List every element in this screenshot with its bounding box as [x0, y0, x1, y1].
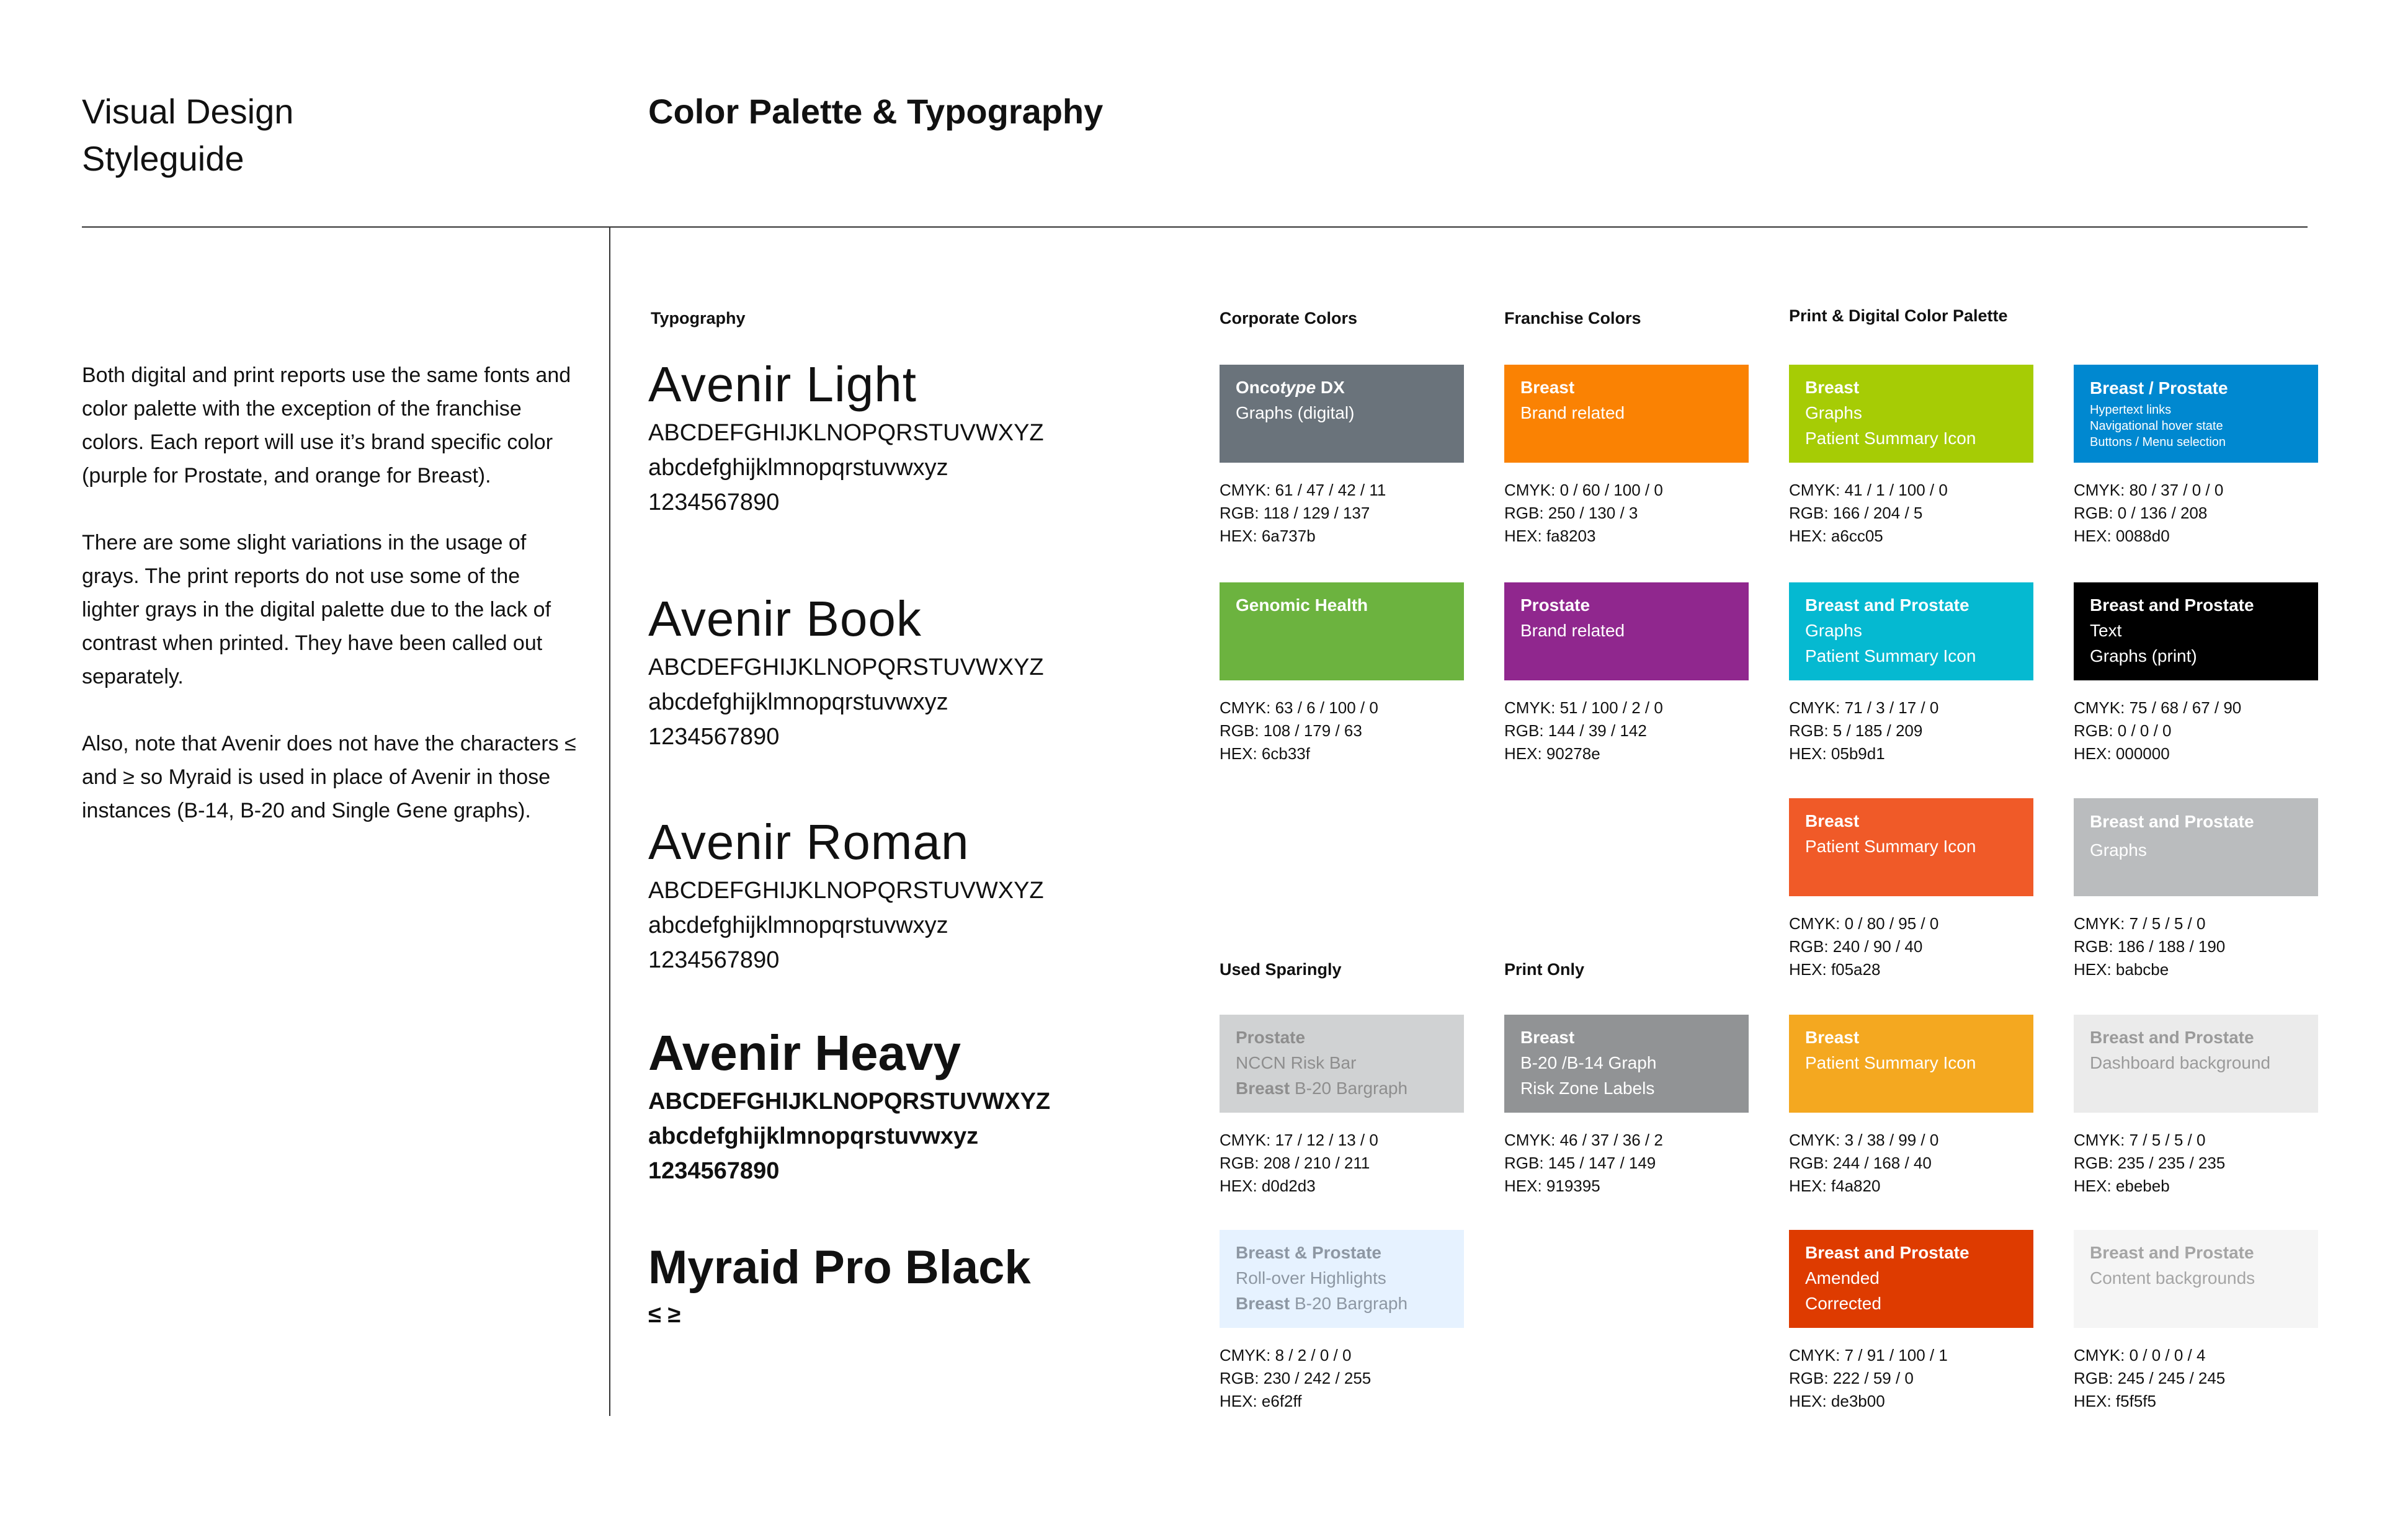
- specs-bp-content-bg: [2074, 1344, 2318, 1413]
- swatch-title: Genomic Health: [1236, 595, 1368, 615]
- hex-value: HEX: 919395: [1504, 1177, 1600, 1195]
- swatch-usage: Patient Summary Icon: [1805, 429, 1976, 448]
- font-uppercase: ABCDEFGHIJKLNOPQRSTUVWXYZ: [648, 1088, 1051, 1115]
- cmyk-value: CMYK: 46 / 37 / 36 / 2: [1504, 1131, 1663, 1149]
- page-title: Color Palette & Typography: [648, 92, 1104, 131]
- swatch-breast-icon-red: [1789, 798, 2033, 896]
- specs-bp-graphs-gray: [2074, 912, 2318, 981]
- rgb-value: RGB: 0 / 136 / 208: [2074, 504, 2208, 522]
- rgb-value: RGB: 245 / 245 / 245: [2074, 1369, 2226, 1387]
- specs-bp-text-black: [2074, 697, 2318, 765]
- column-divider: [609, 227, 610, 1416]
- swatch-usage: Graphs (print): [2090, 646, 2197, 665]
- hex-value: HEX: 6a737b: [1220, 527, 1316, 545]
- specs-breast-print-gray: [1504, 1129, 1749, 1198]
- cmyk-value: CMYK: 0 / 80 / 95 / 0: [1789, 914, 1939, 933]
- swatch-title: Breast and Prostate: [1805, 595, 1969, 615]
- palette-label: Print & Digital Color Palette: [1789, 306, 2008, 325]
- swatch-genomic-health: [1220, 582, 1464, 680]
- font-lowercase: abcdefghijklmnopqrstuvwxyz: [648, 689, 948, 715]
- font-name: Avenir Roman: [648, 814, 970, 870]
- corporate-colors-label: Corporate Colors: [1220, 309, 1358, 327]
- swatch-usage: Corrected: [1805, 1294, 1881, 1313]
- specs-bp-amended: [1789, 1344, 2033, 1413]
- rgb-value: RGB: 250 / 130 / 3: [1504, 504, 1638, 522]
- swatch-prostate-brand: [1504, 582, 1749, 680]
- font-symbols: ≤ ≥: [648, 1302, 681, 1328]
- cmyk-value: CMYK: 75 / 68 / 67 / 90: [2074, 698, 2242, 717]
- header-divider: [82, 226, 2308, 228]
- swatch-bp-graphs-gray: [2074, 798, 2318, 896]
- rgb-value: RGB: 208 / 210 / 211: [1220, 1154, 1370, 1172]
- swatch-usage: Breast B-20 Bargraph: [1236, 1294, 1408, 1313]
- swatch-bp-dashboard-bg: [2074, 1015, 2318, 1113]
- swatch-title: Breast: [1805, 811, 1860, 830]
- font-digits: 1234567890: [648, 1158, 780, 1184]
- swatch-usage: Roll-over Highlights: [1236, 1268, 1386, 1288]
- swatch-usage: Brand related: [1520, 621, 1625, 640]
- intro-paragraph-1: Both digital and print reports use the same fonts and color palette with the exception of the franchise colors. Each report will use it’s brand specific color (purple for Prostate, and orange for Breast).: [82, 363, 571, 487]
- swatch-title: Breast and Prostate: [2090, 812, 2254, 831]
- rgb-value: RGB: 186 / 188 / 190: [2074, 937, 2226, 956]
- swatch-usage: Hypertext links: [2090, 403, 2172, 417]
- hex-value: HEX: fa8203: [1504, 527, 1596, 545]
- rgb-value: RGB: 108 / 179 / 63: [1220, 721, 1362, 740]
- swatch-title: Prostate: [1236, 1028, 1306, 1047]
- rgb-value: RGB: 230 / 242 / 255: [1220, 1369, 1372, 1387]
- font-digits: 1234567890: [648, 724, 780, 750]
- swatch-title: Breast and Prostate: [2090, 1028, 2254, 1047]
- swatch-usage: Graphs: [2090, 840, 2147, 860]
- cmyk-value: CMYK: 17 / 12 / 13 / 0: [1220, 1131, 1378, 1149]
- hex-value: HEX: 05b9d1: [1789, 744, 1885, 763]
- swatch-title: Breast: [1805, 1028, 1860, 1047]
- specs-rollover-highlights: [1220, 1344, 1464, 1413]
- franchise-colors-label: Franchise Colors: [1504, 309, 1641, 327]
- specs-oncotype-dx: [1220, 479, 1464, 548]
- swatch-title: Breast and Prostate: [1805, 1243, 1969, 1262]
- swatch-usage: Patient Summary Icon: [1805, 646, 1976, 665]
- swatch-breast-brand: [1504, 365, 1749, 463]
- rgb-value: RGB: 222 / 59 / 0: [1789, 1369, 1914, 1387]
- intro-paragraph-2: There are some slight variations in the usage of grays. The print reports do not use some of the lighter grays in the digital palette due to the lack of contrast when printed. They have been called out separately.: [82, 531, 551, 688]
- font-lowercase: abcdefghijklmnopqrstuvwxyz: [648, 1123, 979, 1149]
- font-lowercase: abcdefghijklmnopqrstuvwxyz: [648, 912, 948, 938]
- hex-value: HEX: babcbe: [2074, 960, 2169, 979]
- rgb-value: RGB: 144 / 39 / 142: [1504, 721, 1647, 740]
- doc-title-line1: Visual Design: [82, 92, 294, 131]
- print-only-label: Print Only: [1504, 960, 1585, 979]
- swatch-usage: Text: [2090, 621, 2122, 640]
- rgb-value: RGB: 145 / 147 / 149: [1504, 1154, 1656, 1172]
- rgb-value: RGB: 0 / 0 / 0: [2074, 721, 2172, 740]
- specs-bp-dashboard-bg: [2074, 1129, 2318, 1198]
- swatch-bp-links-blue: [2074, 365, 2318, 463]
- swatch-title: Breast / Prostate: [2090, 378, 2228, 398]
- cmyk-value: CMYK: 80 / 37 / 0 / 0: [2074, 481, 2224, 499]
- specs-breast-graphs-green: [1789, 479, 2033, 548]
- swatch-usage: Amended: [1805, 1268, 1880, 1288]
- cmyk-value: CMYK: 3 / 38 / 99 / 0: [1789, 1131, 1939, 1149]
- swatch-breast-graphs-green: [1789, 365, 2033, 463]
- font-specimen-avenir-light: [648, 354, 1207, 520]
- swatch-usage: Navigational hover state: [2090, 419, 2223, 433]
- hex-value: HEX: e6f2ff: [1220, 1392, 1302, 1410]
- swatch-usage: Risk Zone Labels: [1520, 1079, 1655, 1098]
- specs-bp-links-blue: [2074, 479, 2318, 548]
- hex-value: HEX: f5f5f5: [2074, 1392, 2156, 1410]
- font-specimen-avenir-heavy: [648, 1022, 1207, 1188]
- swatch-usage: Breast B-20 Bargraph: [1236, 1079, 1408, 1098]
- used-sparingly-label: Used Sparingly: [1220, 960, 1342, 979]
- cmyk-value: CMYK: 7 / 5 / 5 / 0: [2074, 914, 2206, 933]
- swatch-title: Breast: [1520, 1028, 1575, 1047]
- cmyk-value: CMYK: 8 / 2 / 0 / 0: [1220, 1346, 1352, 1364]
- swatch-usage: Graphs: [1805, 403, 1862, 422]
- swatch-usage: Brand related: [1520, 403, 1625, 422]
- rgb-value: RGB: 166 / 204 / 5: [1789, 504, 1923, 522]
- swatch-usage: Buttons / Menu selection: [2090, 435, 2226, 449]
- swatch-breast-print-gray: [1504, 1015, 1749, 1113]
- font-uppercase: ABCDEFGHIJKLNOPQRSTUVWXYZ: [648, 878, 1044, 904]
- hex-value: HEX: d0d2d3: [1220, 1177, 1316, 1195]
- doc-title: [82, 88, 293, 182]
- swatch-rollover-highlights: [1220, 1230, 1464, 1328]
- swatch-usage: Patient Summary Icon: [1805, 1053, 1976, 1072]
- hex-value: HEX: ebebeb: [2074, 1177, 2170, 1195]
- hex-value: HEX: 90278e: [1504, 744, 1600, 763]
- swatch-bp-content-bg: [2074, 1230, 2318, 1328]
- specs-prostate-brand: [1504, 697, 1749, 765]
- specs-prostate-nccn: [1220, 1129, 1464, 1198]
- font-name: Avenir Book: [648, 591, 922, 646]
- rgb-value: RGB: 244 / 168 / 40: [1789, 1154, 1932, 1172]
- swatch-title: Breast and Prostate: [2090, 1243, 2254, 1262]
- swatch-title: Oncotype DX: [1236, 378, 1345, 397]
- rgb-value: RGB: 5 / 185 / 209: [1789, 721, 1923, 740]
- swatch-title: Prostate: [1520, 595, 1590, 615]
- font-uppercase: ABCDEFGHIJKLNOPQRSTUVWXYZ: [648, 654, 1044, 680]
- swatch-title: Breast: [1520, 378, 1575, 397]
- font-specimen-myraid-pro-black: [648, 1238, 1207, 1332]
- hex-value: HEX: f05a28: [1789, 960, 1881, 979]
- specs-breast-icon-red: [1789, 912, 2033, 981]
- rgb-value: RGB: 118 / 129 / 137: [1220, 504, 1370, 522]
- font-name: Myraid Pro Black: [648, 1241, 1031, 1294]
- cmyk-value: CMYK: 7 / 5 / 5 / 0: [2074, 1131, 2206, 1149]
- swatch-bp-amended: [1789, 1230, 2033, 1328]
- font-digits: 1234567890: [648, 947, 780, 973]
- specs-breast-icon-yellow: [1789, 1129, 2033, 1198]
- swatch-usage: NCCN Risk Bar: [1236, 1053, 1357, 1072]
- specs-breast-brand: [1504, 479, 1749, 548]
- font-name: Avenir Heavy: [648, 1025, 961, 1080]
- rgb-value: RGB: 240 / 90 / 40: [1789, 937, 1923, 956]
- font-lowercase: abcdefghijklmnopqrstuvwxyz: [648, 455, 948, 481]
- typography-label: Typography: [651, 309, 746, 327]
- cmyk-value: CMYK: 41 / 1 / 100 / 0: [1789, 481, 1948, 499]
- intro-paragraph-3: Also, note that Avenir does not have the characters ≤ and ≥ so Myraid is used in place of Avenir in those instances (B-14, B-20 and Single Gene graphs).: [82, 732, 576, 822]
- swatch-usage: Patient Summary Icon: [1805, 837, 1976, 856]
- swatch-title: Breast: [1805, 378, 1860, 397]
- cmyk-value: CMYK: 71 / 3 / 17 / 0: [1789, 698, 1939, 717]
- doc-title-line2: Styleguide: [82, 139, 244, 178]
- cmyk-value: CMYK: 63 / 6 / 100 / 0: [1220, 698, 1378, 717]
- cmyk-value: CMYK: 61 / 47 / 42 / 11: [1220, 481, 1386, 499]
- cmyk-value: CMYK: 0 / 0 / 0 / 4: [2074, 1346, 2206, 1364]
- cmyk-value: CMYK: 0 / 60 / 100 / 0: [1504, 481, 1663, 499]
- hex-value: HEX: f4a820: [1789, 1177, 1881, 1195]
- swatch-usage: Graphs (digital): [1236, 403, 1355, 422]
- swatch-usage: Graphs: [1805, 621, 1862, 640]
- swatch-bp-text-black: [2074, 582, 2318, 680]
- font-specimen-avenir-roman: [648, 811, 1207, 977]
- cmyk-value: CMYK: 7 / 91 / 100 / 1: [1789, 1346, 1948, 1364]
- hex-value: HEX: 6cb33f: [1220, 744, 1310, 763]
- specs-genomic-health: [1220, 697, 1464, 765]
- rgb-value: RGB: 235 / 235 / 235: [2074, 1154, 2226, 1172]
- swatch-usage: Content backgrounds: [2090, 1268, 2255, 1288]
- swatch-title: Breast & Prostate: [1236, 1243, 1381, 1262]
- font-digits: 1234567890: [648, 489, 780, 515]
- hex-value: HEX: 000000: [2074, 744, 2170, 763]
- font-specimen-avenir-book: [648, 588, 1207, 754]
- hex-value: HEX: a6cc05: [1789, 527, 1883, 545]
- specs-bp-graphs-cyan: [1789, 697, 2033, 765]
- hex-value: HEX: de3b00: [1789, 1392, 1885, 1410]
- hex-value: HEX: 0088d0: [2074, 527, 2170, 545]
- cmyk-value: CMYK: 51 / 100 / 2 / 0: [1504, 698, 1663, 717]
- intro-text: [82, 358, 578, 861]
- swatch-oncotype-dx: [1220, 365, 1464, 463]
- swatch-usage: B-20 /B-14 Graph: [1520, 1053, 1657, 1072]
- swatch-usage: Dashboard background: [2090, 1053, 2271, 1072]
- swatch-breast-icon-yellow: [1789, 1015, 2033, 1113]
- swatch-bp-graphs-cyan: [1789, 582, 2033, 680]
- swatch-prostate-nccn: [1220, 1015, 1464, 1113]
- font-name: Avenir Light: [648, 357, 917, 412]
- swatch-title: Breast and Prostate: [2090, 595, 2254, 615]
- font-uppercase: ABCDEFGHIJKLNOPQRSTUVWXYZ: [648, 420, 1044, 446]
